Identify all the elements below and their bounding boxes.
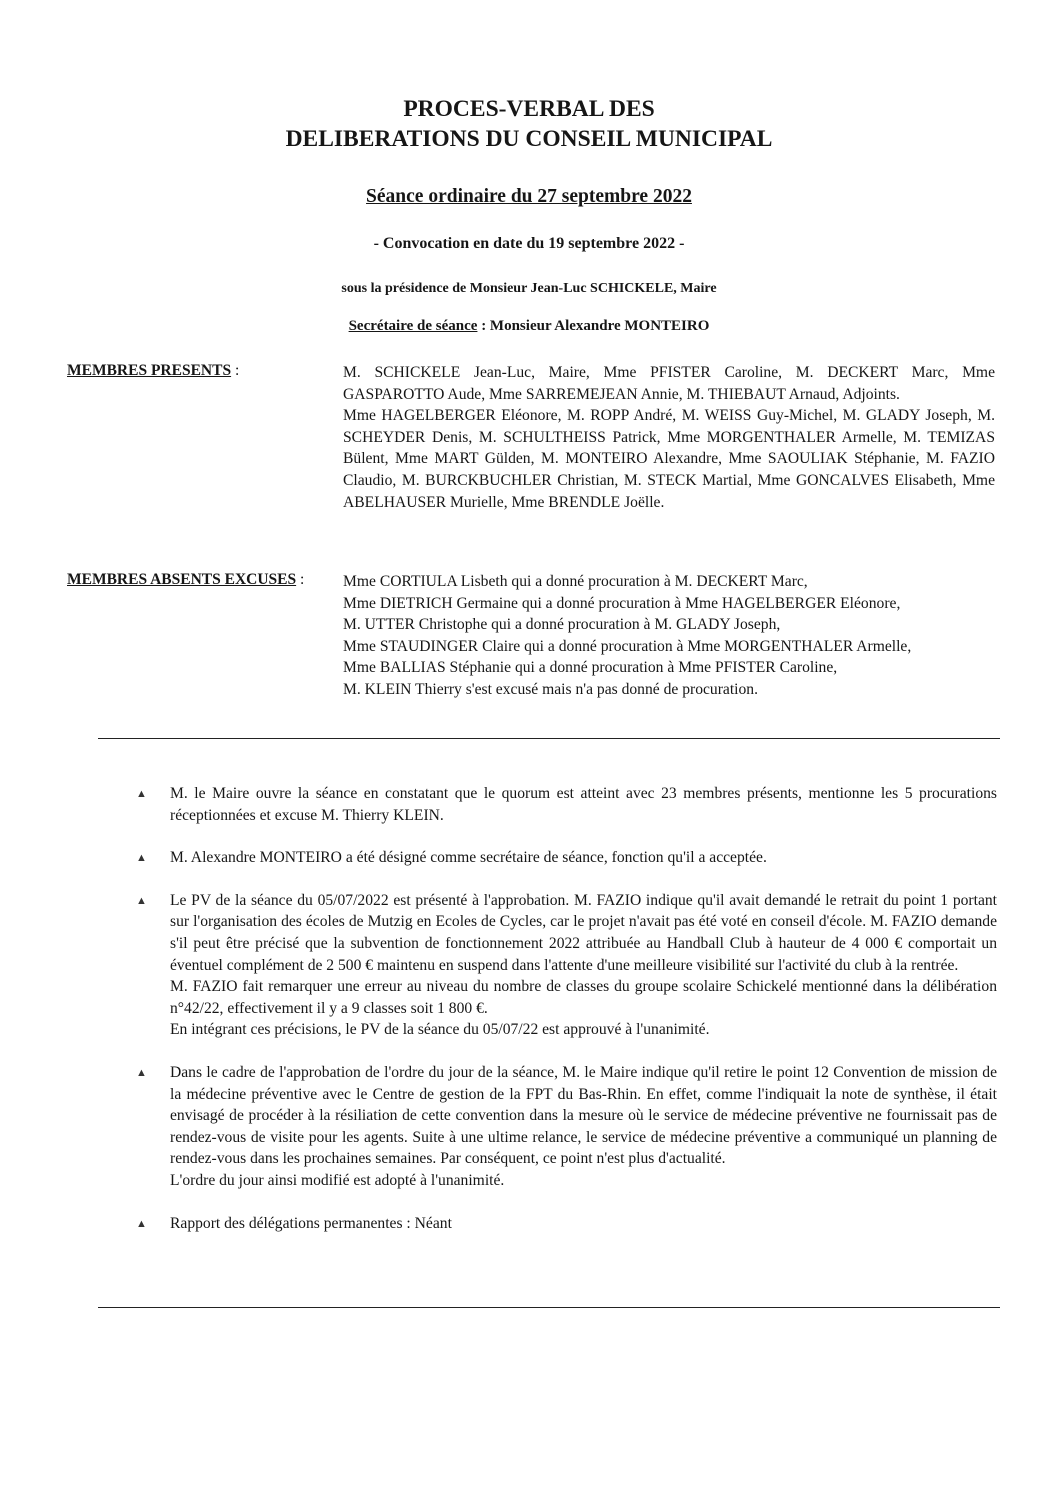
agenda-item: [136, 890, 998, 1041]
item-paragraph: M. Alexandre MONTEIRO a été désigné comme secrétaire de séance, fonction qu'il a acceptée.: [170, 849, 767, 867]
item-paragraph: M. le Maire ouvre la séance en constatant que le quorum est atteint avec 23 membres présents, mentionne les 5 procurations réceptionnées et excuse M. Thierry KLEIN.: [170, 785, 997, 824]
absent-line: Mme BALLIAS Stéphanie qui a donné procuration à Mme PFISTER Caroline,: [343, 659, 838, 677]
item-paragraph: Dans le cadre de l'approbation de l'ordre du jour de la séance, M. le Maire indique qu'il retire le point 12 Convention de mission de la médecine préventive avec le Centre de gestion de la FPT du Bas-Rhin. En effet, comme l'indiquait la note de synthèse, il était envisagé de procéder à la résiliation de cette convention dans la mesure où le service de médecine préventive ne fournissait pas de rendez-vous de visite pour les agents. Suite à une ultime relance, le service de médecine préventive a communiqué un planning de rendez-vous dans les prochaines semaines. Par conséquent, ce point n'est plus d'actualité.: [170, 1063, 997, 1168]
secretaire-value: : Monsieur Alexandre MONTEIRO: [477, 318, 710, 334]
triangle-bullet-icon: ▲: [136, 788, 147, 800]
item-paragraph: M. FAZIO fait remarquer une erreur au niveau du nombre de classes du groupe scolaire Schickelé mentionné dans la délibération n°42/22, effectivement il y a 9 classes soit 1 800 €.: [170, 978, 997, 1017]
agenda-item: [136, 1062, 998, 1192]
absent-line: Mme CORTIULA Lisbeth qui a donné procuration à M. DECKERT Marc,: [343, 573, 808, 590]
members-absent-label-suffix: :: [296, 571, 305, 588]
members-absent-label-text: MEMBRES ABSENTS EXCUSES: [67, 571, 297, 588]
members-present-label-text: MEMBRES PRESENTS: [67, 362, 232, 379]
members-present-label-suffix: :: [231, 362, 240, 379]
triangle-bullet-icon: ▲: [136, 1066, 147, 1079]
divider-top: [98, 738, 1000, 739]
title-line-1: PROCES-VERBAL DES: [403, 96, 655, 122]
members-absent-list: [343, 571, 1023, 701]
agenda-items: [136, 783, 998, 1234]
members-present-label: [67, 362, 239, 380]
absent-line: Mme DIETRICH Germaine qui a donné procuration à Mme HAGELBERGER Eléonore,: [343, 594, 901, 612]
absent-line: M. KLEIN Thierry s'est excusé mais n'a pas donné de procuration.: [343, 680, 758, 698]
document-title: [0, 94, 1058, 154]
convocation-line: - Convocation en date du 19 septembre 2022 -: [373, 235, 685, 252]
absent-line: Mme STAUDINGER Claire qui a donné procuration à Mme MORGENTHALER Armelle,: [343, 637, 912, 655]
presidence-line: sous la présidence de Monsieur Jean-Luc SCHICKELE, Maire: [341, 281, 717, 296]
item-paragraph: En intégrant ces précisions, le PV de la séance du 05/07/22 est approuvé à l'unanimité.: [170, 1021, 710, 1039]
agenda-item: [136, 847, 998, 869]
members-present-list: [343, 362, 995, 513]
agenda-item: [136, 1213, 998, 1235]
item-paragraph: Rapport des délégations permanentes : Néant: [170, 1214, 452, 1232]
session-heading: Séance ordinaire du 27 septembre 2022: [366, 186, 692, 207]
secretaire-line: [0, 318, 1058, 335]
item-paragraph: L'ordre du jour ainsi modifié est adopté à l'unanimité.: [170, 1171, 505, 1189]
absent-line: M. UTTER Christophe qui a donné procuration à M. GLADY Joseph,: [343, 616, 781, 634]
members-absent-label: [67, 571, 304, 589]
divider-bottom: [98, 1307, 1000, 1308]
members-present-others: Mme HAGELBERGER Eléonore, M. ROPP André, M. WEISS Guy-Michel, M. GLADY Joseph, M. SCHEYDER Denis, M. SCHULTHEISS Patrick, Mme MORGENTHALER Armelle, M. TEMIZAS Bülent, Mme MART Gülden, M. MONTEIRO Alexandre, Mme SAOULIAK Stéphanie, M. FAZIO Claudio, M. BURCKBUCHLER Christian, M. STECK Martial, Mme GONCALVES Elisabeth, Mme ABELHAUSER Murielle, Mme BRENDLE Joëlle.: [343, 407, 995, 511]
triangle-bullet-icon: ▲: [136, 1217, 147, 1230]
triangle-bullet-icon: ▲: [136, 894, 147, 907]
title-line-2: DELIBERATIONS DU CONSEIL MUNICIPAL: [285, 126, 773, 152]
item-paragraph: Le PV de la séance du 05/07/2022 est présenté à l'approbation. M. FAZIO indique qu'il avait demandé le retrait du point 1 portant sur l'organisation des écoles de Mutzig en Ecoles de Cycles, car le projet n'avait pas été voté en conseil d'école. M. FAZIO demande s'il peut être précisé que la subvention de fonctionnement 2022 attribuée au Handball Club à hauteur de 4 000 € comportait un éventuel complément de 2 500 € maintenu en suspend dans l'attente d'une meilleure visibilité sur l'activité du club à la rentrée.: [170, 891, 997, 974]
agenda-item: [136, 783, 998, 826]
members-present-adjoints: M. SCHICKELE Jean-Luc, Maire, Mme PFISTER Caroline, M. DECKERT Marc, Mme GASPAROTTO Aude, Mme SARREMEJEAN Annie, M. THIEBAUT Arnaud, Adjoints.: [343, 364, 995, 403]
secretaire-label: Secrétaire de séance: [348, 318, 478, 334]
triangle-bullet-icon: ▲: [136, 852, 147, 865]
